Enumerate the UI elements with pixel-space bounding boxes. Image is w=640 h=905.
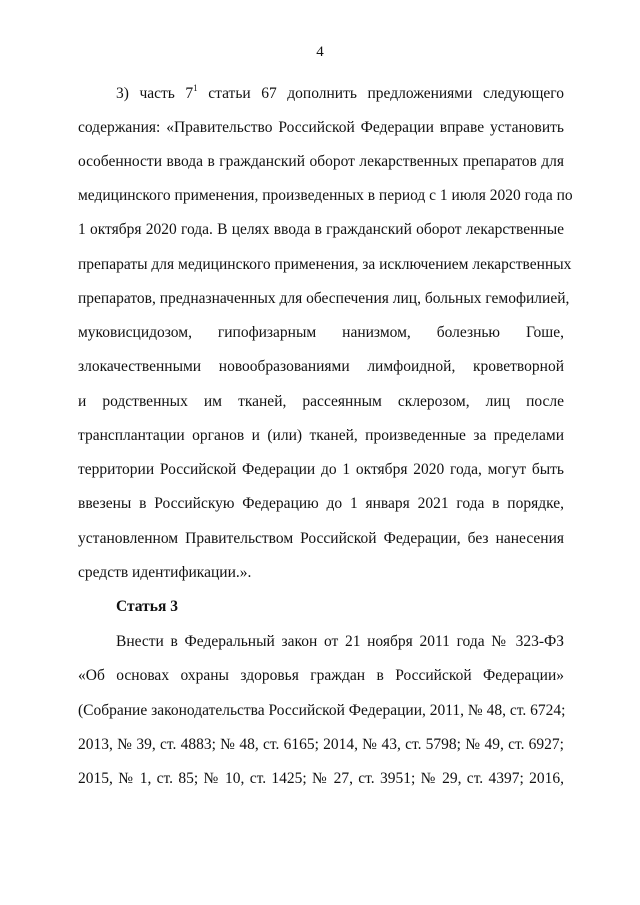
item3-line-5: 1 октября 2020 года. В целях ввода в гражданский оборот лекарственные — [78, 221, 564, 238]
item3-line-13: ввезены в Российскую Федерацию до 1 января 2021 года в порядке, — [78, 495, 564, 512]
item3-line-1-end: статьи 67 дополнить предложениями следующего — [197, 85, 564, 102]
item3-line-2: содержания: «Правительство Российской Федерации вправе установить — [78, 119, 564, 136]
page-number: 4 — [316, 44, 324, 60]
article3-line-4: 2013, № 39, ст. 4883; № 48, ст. 6165; 2014, № 43, ст. 5798; № 49, ст. 6927; — [78, 736, 564, 753]
item3-line-14: установленном Правительством Российской Федерации, без нанесения — [78, 530, 564, 547]
item3-line-15: средств идентификации.». — [78, 564, 252, 581]
article3-line-5: 2015, № 1, ст. 85; № 10, ст. 1425; № 27, ст. 3951; № 29, ст. 4397; 2016, — [78, 770, 564, 787]
item3-line-1-start: 3) часть 7 — [116, 85, 194, 102]
item3-line-6: препараты для медицинского применения, за исключением лекарственных — [78, 256, 572, 273]
item3-line-7: препаратов, предназначенных для обеспечения лиц, больных гемофилией, — [78, 290, 570, 307]
item3-line-4: медицинского применения, произведенных в период с 1 июля 2020 года по — [78, 187, 573, 204]
item3-line-12: территории Российской Федерации до 1 октября 2020 года, могут быть — [78, 461, 564, 478]
item3-line-1 — [116, 84, 564, 104]
item3-line-3: особенности ввода в гражданский оборот лекарственных препаратов для — [78, 153, 564, 170]
article-heading: Статья 3 — [116, 598, 178, 615]
article3-line-3: (Собрание законодательства Российской Федерации, 2011, № 48, ст. 6724; — [78, 702, 566, 719]
item3-line-10: и родственных им тканей, рассеянным склерозом, лиц после — [78, 393, 564, 410]
item3-line-8: муковисцидозом, гипофизарным нанизмом, болезнью Гоше, — [78, 324, 564, 341]
item3-line-9: злокачественными новообразованиями лимфоидной, кроветворной — [78, 358, 564, 375]
article3-line-2: «Об основах охраны здоровья граждан в Российской Федерации» — [78, 667, 564, 684]
item3-line-11: трансплантации органов и (или) тканей, произведенные за пределами — [78, 427, 564, 444]
article3-line-1: Внести в Федеральный закон от 21 ноября 2011 года № 323-ФЗ — [116, 633, 564, 650]
superscript-1: 1 — [193, 83, 198, 93]
